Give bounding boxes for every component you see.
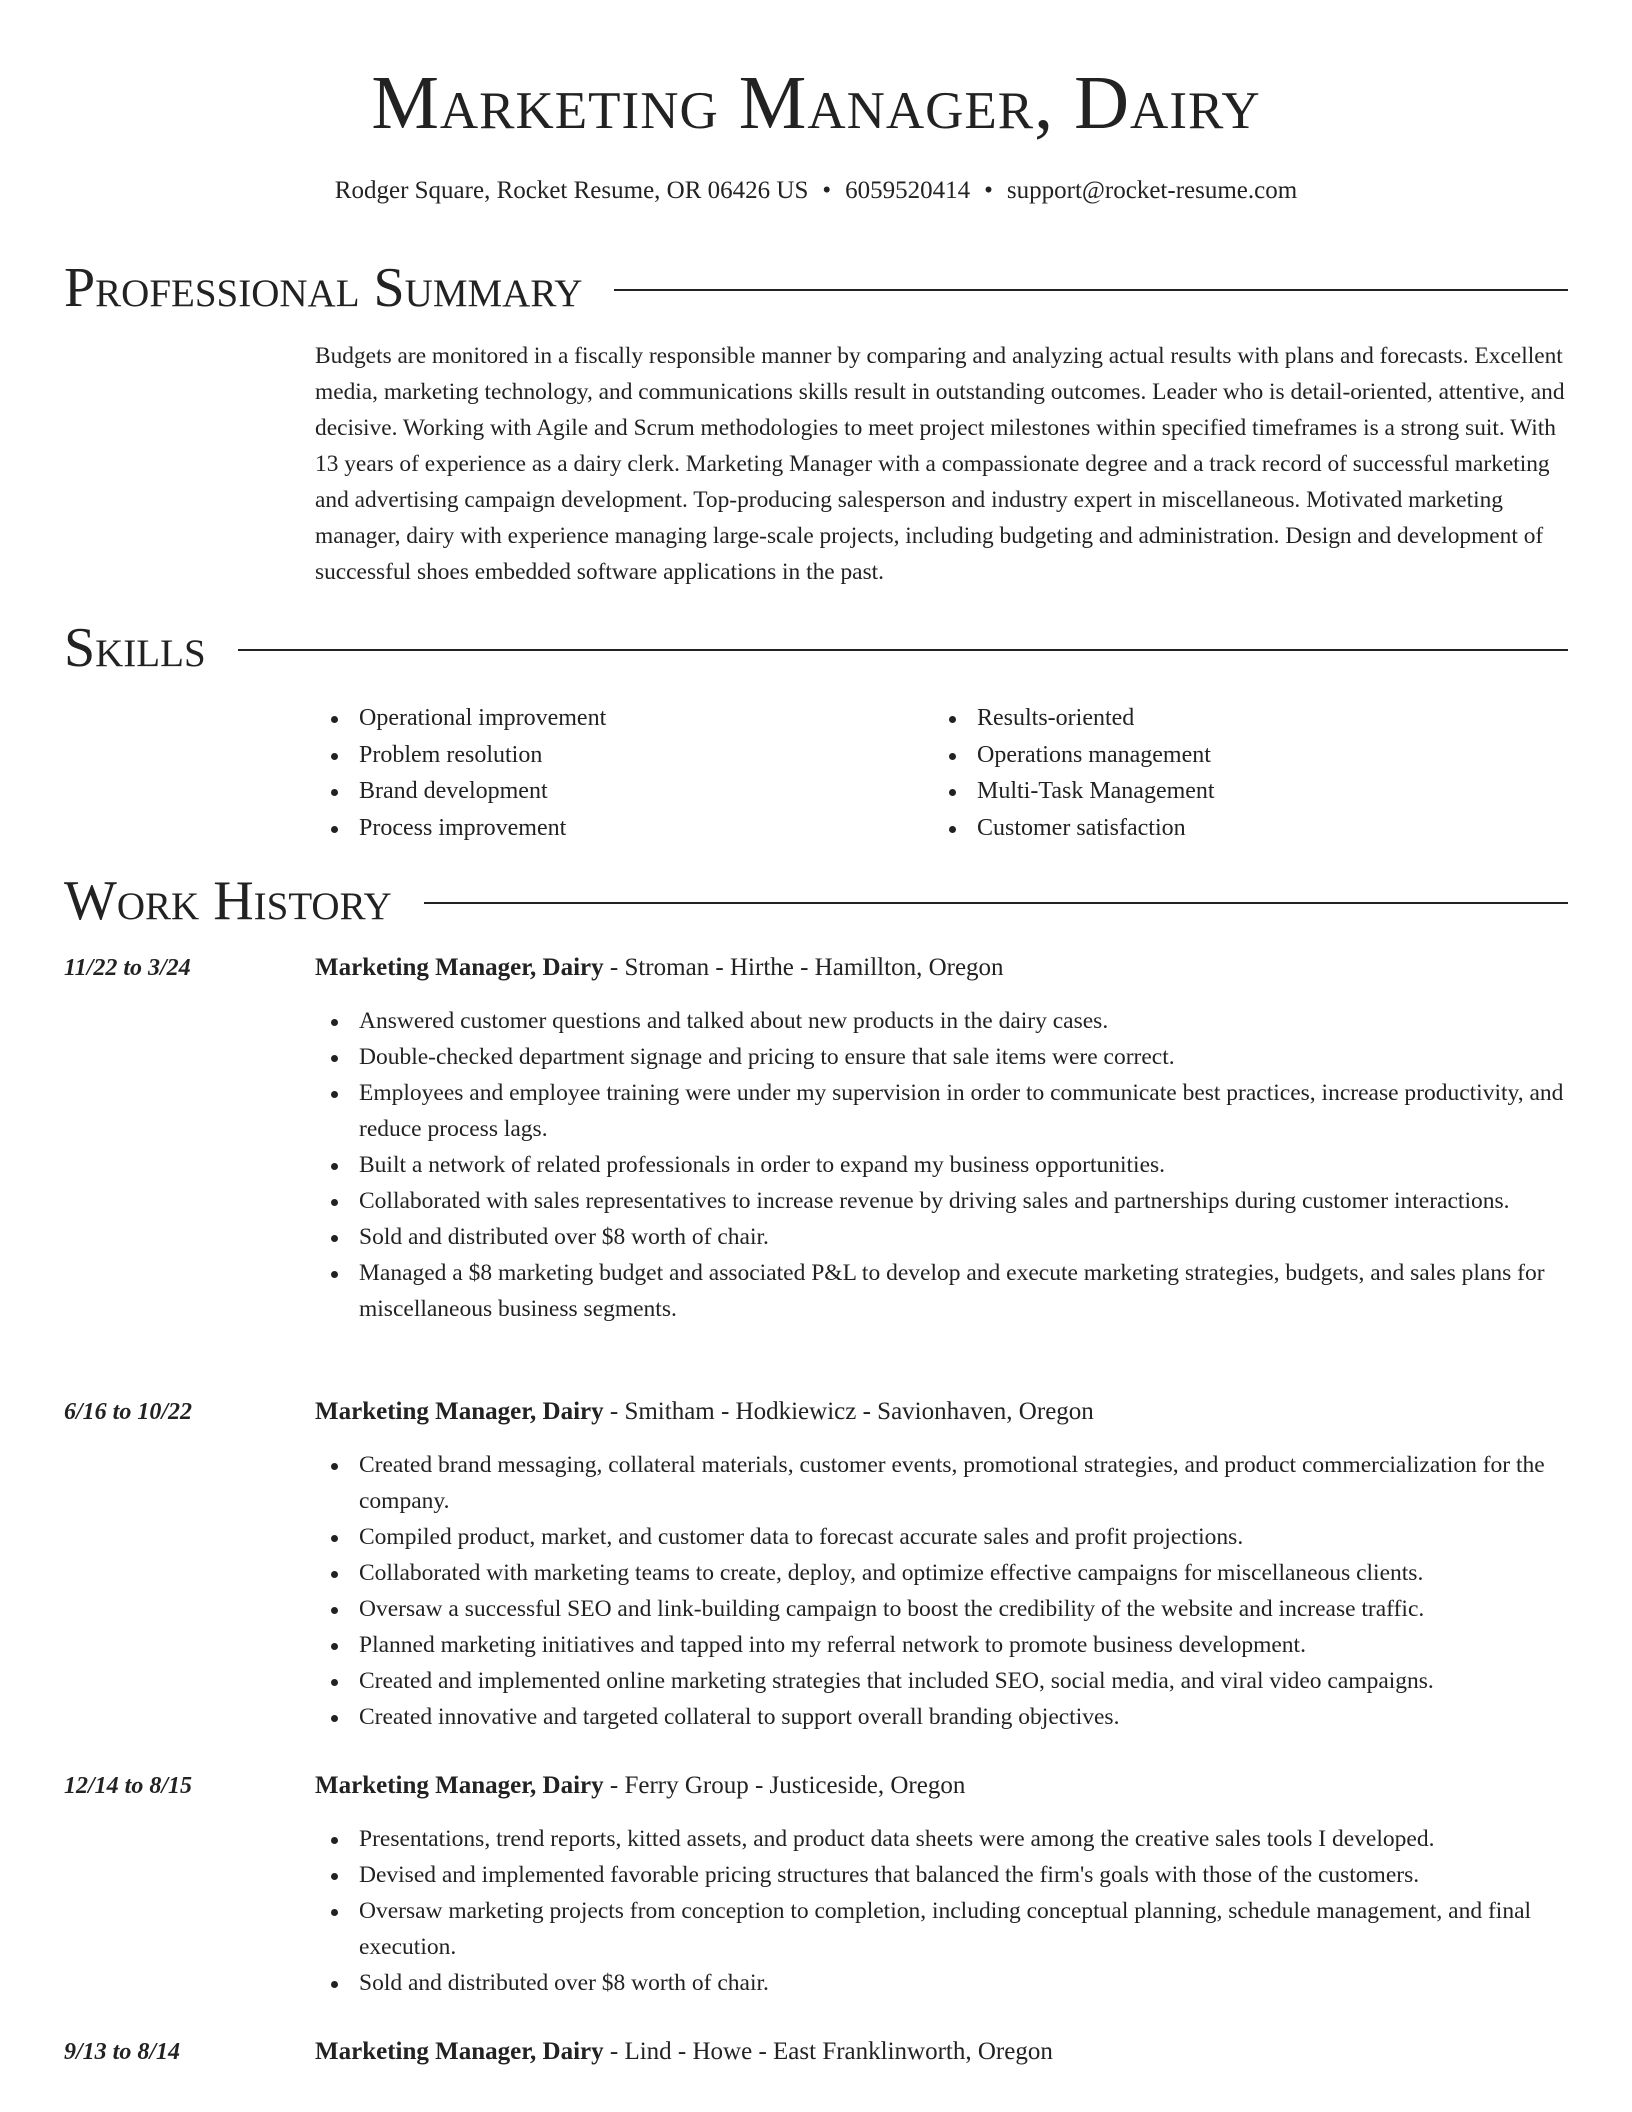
skills-column-left: [315, 700, 933, 846]
job-duty: Created innovative and targeted collateral to support overall branding objectives.: [315, 1699, 1615, 1735]
contact-phone: 6059520414: [845, 177, 971, 204]
skills-section-header: [64, 616, 1568, 680]
job-duty: Devised and implemented favorable pricing structures that balanced the firm's goals with those of the customers.: [315, 1857, 1615, 1893]
job-title: Marketing Manager, Dairy: [315, 2038, 604, 2065]
work-section-header: [64, 869, 1568, 933]
resume-name: Marketing Manager, Dairy: [371, 61, 1261, 145]
job-duty: Double-checked department signage and pricing to ensure that sale items were correct.: [315, 1039, 1615, 1075]
job-title: Marketing Manager, Dairy: [315, 1398, 604, 1425]
section-divider: [238, 649, 1568, 651]
skill-item: Brand development: [315, 773, 933, 810]
job-duty: Sold and distributed over $8 worth of chair.: [315, 1965, 1615, 2001]
job-title: Marketing Manager, Dairy: [315, 954, 604, 981]
job-heading: [315, 2034, 1053, 2070]
skills-list: [315, 700, 1575, 846]
skill-item: Problem resolution: [315, 737, 933, 774]
job-duty: Compiled product, market, and customer data to forecast accurate sales and profit projections.: [315, 1519, 1615, 1555]
job-duties: [315, 1447, 1615, 1735]
job-duty: Collaborated with sales representatives to increase revenue by driving sales and partnerships during customer interactions.: [315, 1183, 1615, 1219]
job-duty: Oversaw a successful SEO and link-building campaign to boost the credibility of the website and increase traffic.: [315, 1591, 1615, 1627]
job-duty: Oversaw marketing projects from conception to completion, including conceptual planning, schedule management, and final execution.: [315, 1893, 1615, 1965]
work-section-title: Work History: [64, 870, 392, 932]
job-duty: Employees and employee training were under my supervision in order to communicate best practices, increase productivity, and reduce process lags.: [315, 1075, 1615, 1147]
job-duty: Presentations, trend reports, kitted assets, and product data sheets were among the creative sales tools I developed.: [315, 1821, 1615, 1857]
contact-address: Rodger Square, Rocket Resume, OR 06426 US: [334, 177, 809, 204]
section-divider: [424, 902, 1568, 904]
skills-column-right: [933, 700, 1551, 846]
job-title: Marketing Manager, Dairy: [315, 1772, 604, 1799]
contact-separator: •: [984, 177, 993, 204]
contact-separator: •: [822, 177, 832, 204]
summary-section-header: [64, 256, 1568, 320]
job-duty: Built a network of related professionals in order to expand my business opportunities.: [315, 1147, 1615, 1183]
job-employer: - Stroman - Hirthe - Hamillton, Oregon: [603, 954, 1004, 981]
job-duty: Planned marketing initiatives and tapped into my referral network to promote business development.: [315, 1627, 1615, 1663]
job-duty: Created and implemented online marketing strategies that included SEO, social media, and viral video campaigns.: [315, 1663, 1615, 1699]
skill-item: Process improvement: [315, 810, 933, 847]
job-duties: [315, 1821, 1615, 2001]
job-dates: 12/14 to 8/15: [64, 1773, 193, 1799]
job-heading: [315, 1768, 965, 1804]
skill-item: Multi-Task Management: [933, 773, 1551, 810]
skill-item: Results-oriented: [933, 700, 1551, 737]
contact-line: [0, 174, 1632, 208]
skill-item: Operations management: [933, 737, 1551, 774]
job-heading: [315, 950, 1004, 986]
job-dates: 9/13 to 8/14: [64, 2039, 181, 2065]
job-duties: [315, 1003, 1615, 1327]
job-duty: Collaborated with marketing teams to create, deploy, and optimize effective campaigns for miscellaneous clients.: [315, 1555, 1615, 1591]
job-dates: 11/22 to 3/24: [64, 955, 191, 981]
job-duty: Managed a $8 marketing budget and associated P&L to develop and execute marketing strategies, budgets, and sales plans for miscellaneous business segments.: [315, 1255, 1615, 1327]
job-employer: - Smitham - Hodkiewicz - Savionhaven, Oregon: [603, 1398, 1094, 1425]
job-duty: Answered customer questions and talked about new products in the dairy cases.: [315, 1003, 1615, 1039]
job-dates: 6/16 to 10/22: [64, 1399, 193, 1425]
job-employer: - Lind - Howe - East Franklinworth, Oregon: [603, 2038, 1053, 2065]
summary-section-title: Professional Summary: [64, 257, 583, 319]
summary-text: Budgets are monitored in a fiscally responsible manner by comparing and analyzing actual results with plans and forecasts. Excellent media, marketing technology, and communications skills result in outstanding outcomes. Leader who is detail-oriented, attentive, and decisive. Working with Agile and Scrum methodologies to meet project milestones within specified timeframes is a strong suit. With 13 years of experience as a dairy clerk. Marketing Manager with a compassionate degree and a track record of successful marketing and advertising campaign development. Top-producing salesperson and industry expert in miscellaneous. Motivated marketing manager, dairy with experience managing large-scale projects, including budgeting and administration. Design and development of successful shoes embedded software applications in the past.: [315, 343, 1565, 585]
skill-item: Customer satisfaction: [933, 810, 1551, 847]
skills-section-title: Skills: [64, 617, 206, 679]
job-duty: Sold and distributed over $8 worth of chair.: [315, 1219, 1615, 1255]
job-heading: [315, 1394, 1094, 1430]
contact-email: support@rocket-resume.com: [1006, 177, 1298, 204]
job-employer: - Ferry Group - Justiceside, Oregon: [603, 1772, 966, 1799]
skill-item: Operational improvement: [315, 700, 933, 737]
section-divider: [614, 289, 1568, 291]
job-duty: Created brand messaging, collateral materials, customer events, promotional strategies, and product commercialization for the company.: [315, 1447, 1615, 1519]
